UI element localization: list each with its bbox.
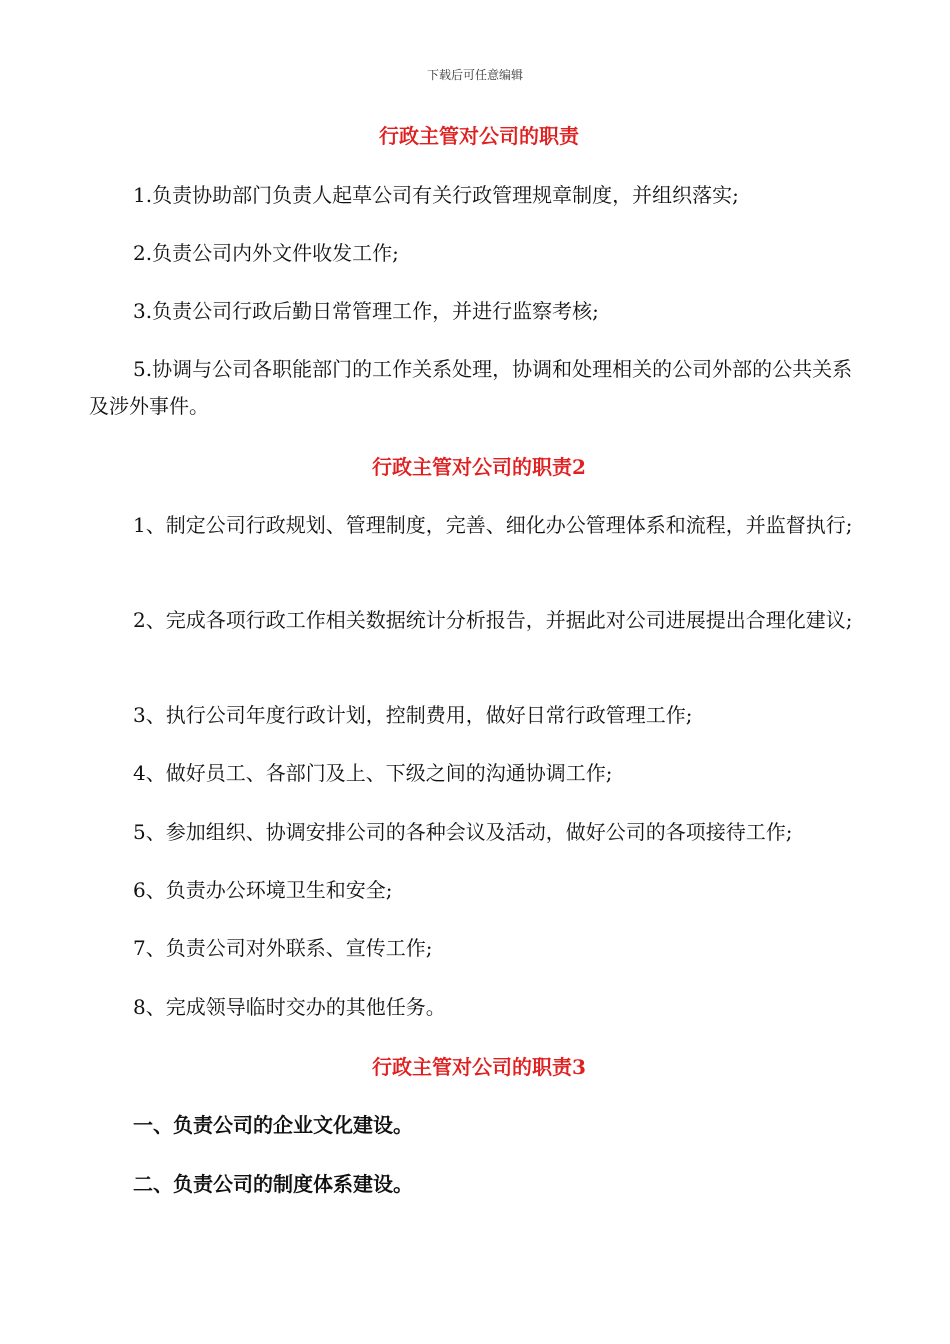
paragraph: 1.负责协助部门负责人起草公司有关行政管理规章制度，并组织落实; bbox=[133, 183, 739, 207]
paragraph: 3.负责公司行政后勤日常管理工作，并进行监察考核; bbox=[133, 299, 599, 323]
paragraph: 5.协调与公司各职能部门的工作关系处理，协调和处理相关的公司外部的公共关系及涉外事件。 bbox=[89, 357, 853, 418]
paragraph: 2.负责公司内外文件收发工作; bbox=[133, 241, 399, 265]
paragraph: 1、制定公司行政规划、管理制度，完善、细化办公管理体系和流程，并监督执行; bbox=[133, 513, 853, 537]
paragraph: 3、执行公司年度行政计划，控制费用，做好日常行政管理工作; bbox=[133, 703, 693, 727]
paragraph: 二、负责公司的制度体系建设。 bbox=[133, 1172, 413, 1196]
section-title: 行政主管对公司的职责2 bbox=[372, 455, 586, 479]
paragraph: 7、负责公司对外联系、宣传工作; bbox=[133, 936, 433, 960]
paragraph: 8、完成领导临时交办的其他任务。 bbox=[133, 995, 446, 1019]
paragraph: 一、负责公司的企业文化建设。 bbox=[133, 1113, 413, 1137]
section-title: 行政主管对公司的职责 bbox=[379, 124, 579, 148]
paragraph: 4、做好员工、各部门及上、下级之间的沟通协调工作; bbox=[133, 761, 613, 785]
paragraph: 2、完成各项行政工作相关数据统计分析报告，并据此对公司进展提出合理化建议; bbox=[133, 608, 853, 632]
paragraph: 6、负责办公环境卫生和安全; bbox=[133, 878, 393, 902]
paragraph: 5、参加组织、协调安排公司的各种会议及活动，做好公司的各项接待工作; bbox=[133, 820, 793, 844]
section-title: 行政主管对公司的职责3 bbox=[372, 1055, 586, 1079]
page-header-note: 下载后可任意编辑 bbox=[426, 68, 523, 82]
